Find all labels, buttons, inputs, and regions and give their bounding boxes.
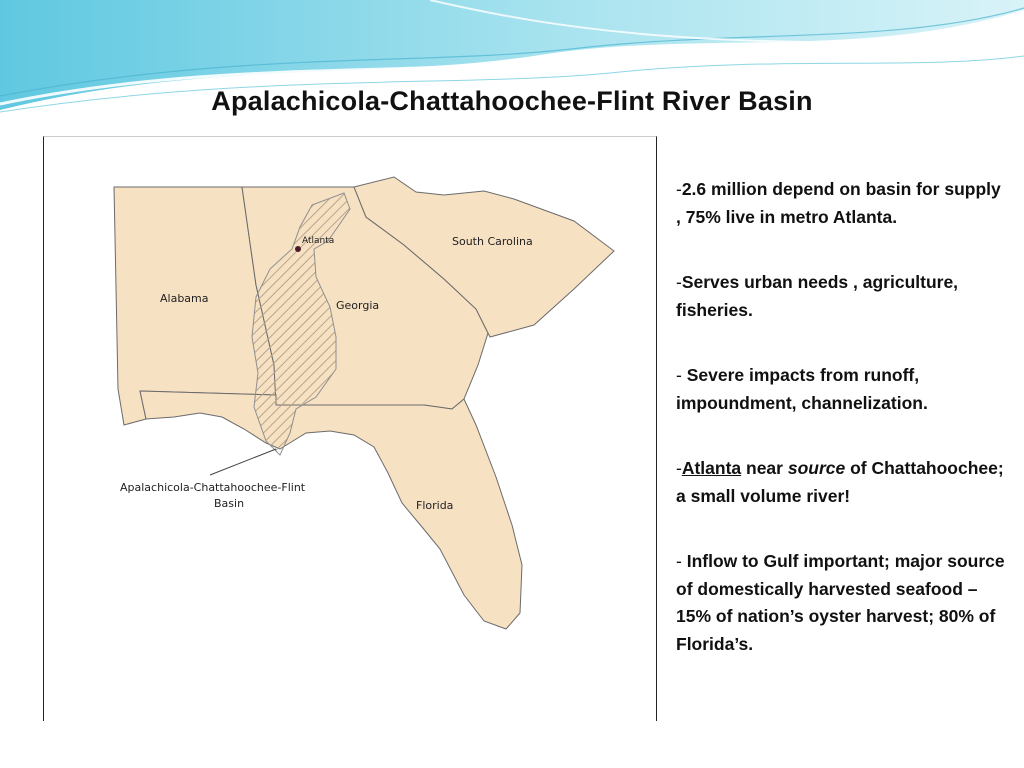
florida-state: [140, 391, 522, 629]
bullet-item: -Atlanta near source of Chattahoochee; a small volume river!: [676, 458, 1004, 506]
basin-callout-line: [210, 449, 276, 475]
florida-label: Florida: [416, 499, 454, 512]
atlanta-link-text: Atlanta: [681, 458, 742, 478]
atlanta-label: Atlanta: [302, 236, 335, 246]
alabama-label: Alabama: [160, 292, 209, 305]
basin-label-line2: Basin: [214, 497, 245, 510]
georgia-label: Georgia: [336, 299, 380, 312]
bullet-list: [676, 176, 1006, 696]
south-carolina-label: South Carolina: [452, 235, 533, 248]
basin-map: [43, 136, 657, 721]
bullet-item: - Inflow to Gulf important; major source of domestically harvested seafood – 15% of nation’s oyster harvest; 80% of Florida’s.: [676, 551, 1005, 654]
bullet-item: -Serves urban needs , agriculture, fisheries.: [676, 272, 959, 320]
bullet-item: - Severe impacts from runoff, impoundment, channelization.: [676, 365, 928, 413]
basin-label-line1: Apalachicola-Chattahoochee-Flint: [120, 481, 306, 494]
bullet-item: -2.6 million depend on basin for supply , 75% live in metro Atlanta.: [676, 179, 1001, 227]
slide-title: Apalachicola-Chattahoochee-Flint River Basin: [211, 86, 813, 116]
atlanta-marker: [295, 246, 301, 252]
